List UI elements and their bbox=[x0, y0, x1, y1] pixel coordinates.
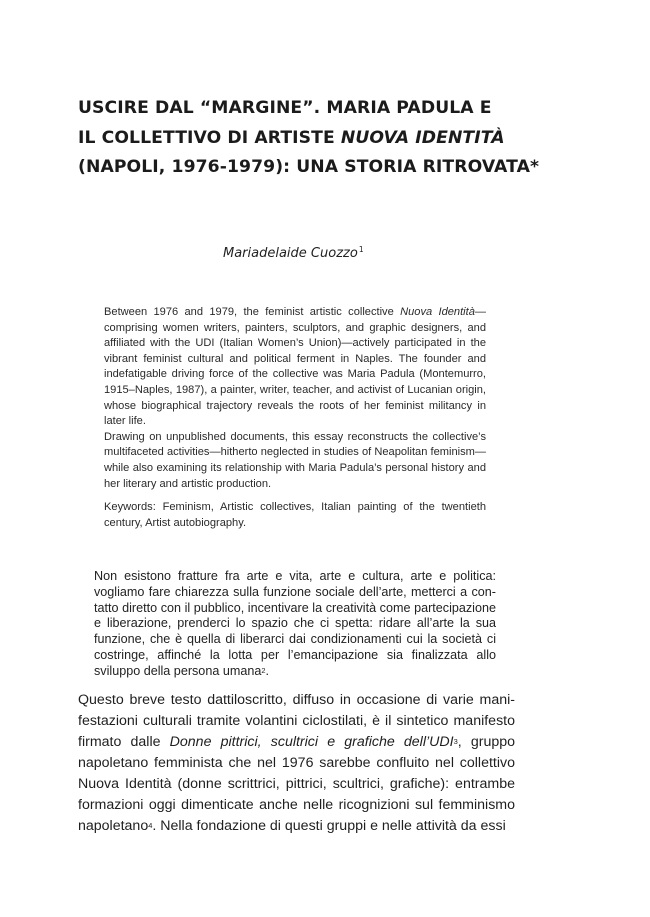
body-text: Questo breve testo dattiloscritto, diffuso in occasione di varie manifestazioni culturali tramite volantini ciclostilati, è il sintetico manifesto firmato dalle bbox=[78, 692, 515, 750]
abstract bbox=[104, 305, 486, 531]
abstract-italic-collective: Nuova Identità bbox=[400, 306, 475, 318]
footnote-ref-1: 1 bbox=[358, 245, 364, 254]
abstract-text: —comprising women writers, painters, sculptors, and graphic designers, and affiliated with the UDI (Italian Women’s Union)—actively participated in the vibrant feminist cultural and political ferment in Naples. The founder and indefatigable driving force of the collective was Maria Padula (Montemurro, 1915–Naples, 1987), a painter, writer, teacher, and activist of Lucanian origin, whose biographical trajectory reveals the roots of her feminist militancy in later life. bbox=[104, 306, 486, 428]
epigraph-end: . bbox=[265, 663, 270, 678]
title-line-1: USCIRE DAL “MARGINE”. MARIA PADULA E bbox=[78, 98, 492, 118]
author-name: Mariadelaide Cuozzo bbox=[223, 246, 358, 261]
body-text: . Nella fondazione di questi gruppi e nelle attività da essi bbox=[152, 818, 506, 834]
footnote-ref-2: 2 bbox=[261, 665, 266, 675]
title-line-3: (NAPOLI, 1976-1979): UNA STORIA RITROVATA* bbox=[78, 157, 540, 177]
body-paragraph bbox=[78, 690, 515, 837]
footnote-ref-3: 3 bbox=[453, 737, 458, 746]
title-line-2-text: IL COLLETTIVO DI ARTISTE bbox=[78, 127, 341, 148]
body-italic-group: Donne pittrici, scultrici e grafiche dell’UDI bbox=[169, 734, 454, 750]
keywords: Keywords: Feminism, Artistic collectives, Italian painting of the twentieth century, Artist autobiography. bbox=[104, 501, 486, 529]
epigraph-text: Non esistono fratture fra arte e vita, arte e cultura, arte e politica: vogliamo fare chiarezza sulla funzione sociale dell’arte, metterci a contatto diretto con il pubblico, incentivare la creatività come partecipazione e liberazione, prenderci lo spazio che ci spetta: ridare all’arte la sua funzione, che è quella di liberarci dai condizionamenti cui la società ci costringe, affinché la lotta per l’emancipazione sia finalizzata allo sviluppo della persona umana bbox=[94, 569, 496, 678]
author-byline bbox=[223, 246, 364, 261]
title-line-2 bbox=[78, 124, 548, 154]
footnote-ref-4: 4 bbox=[148, 821, 153, 830]
article-title bbox=[78, 94, 548, 183]
abstract-paragraph-2: Drawing on unpublished documents, this essay reconstructs the collective’s multifaceted activities—hitherto neglected in studies of Neapolitan feminism—while also examining its relationship with Maria Padula’s personal history and her literary and artistic production. bbox=[104, 430, 486, 490]
title-italic-collective: NUOVA IDENTITÀ bbox=[340, 127, 505, 148]
body-text: , gruppo napoletano femminista che nel 1976 sarebbe confluito nel collettivo Nuova Identità (donne scrittrici, pittrici, scultrici, grafiche): entrambe formazioni oggi dimenticate anche nelle ricognizioni sul femminismo napoletano bbox=[78, 734, 516, 834]
abstract-paragraph-1 bbox=[104, 305, 486, 430]
abstract-text: Between 1976 and 1979, the feminist artistic collective bbox=[104, 306, 401, 318]
epigraph-quote bbox=[94, 569, 496, 680]
